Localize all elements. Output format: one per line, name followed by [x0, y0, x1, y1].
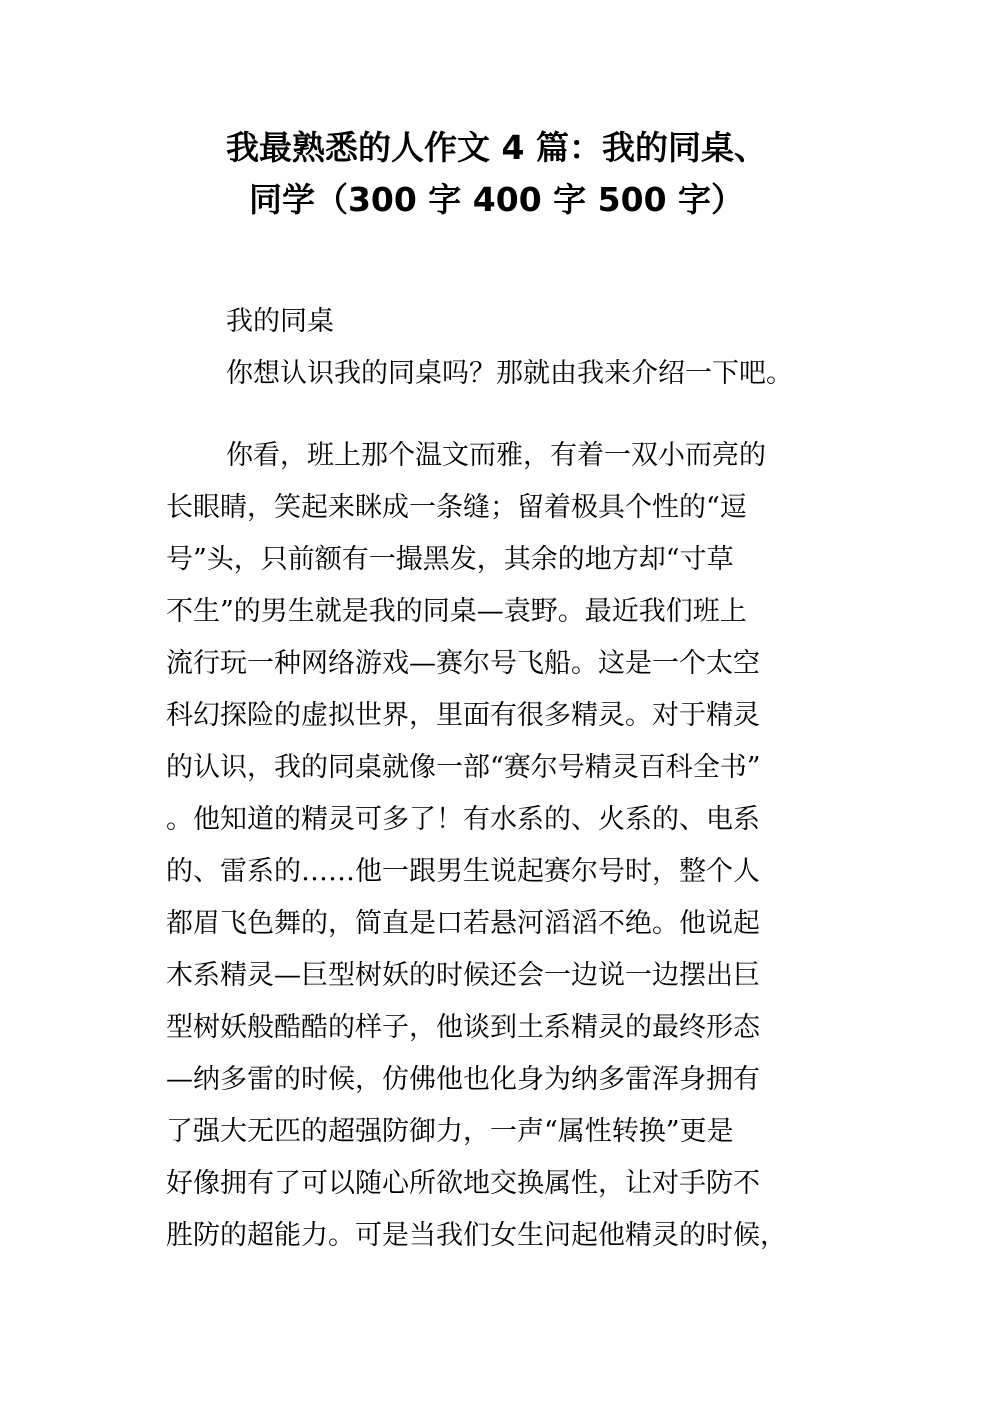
paragraph-line: 好像拥有了可以随心所欲地交换属性，让对手防不	[166, 1168, 760, 1199]
intro-paragraph: 你想认识我的同桌吗？那就由我来介绍一下吧。	[226, 358, 793, 389]
paragraph-line: 科幻探险的虚拟世界，里面有很多精灵。对于精灵	[166, 700, 760, 731]
paragraph-line: 的认识，我的同桌就像一部“赛尔号精灵百科全书”	[166, 752, 761, 783]
document-title	[120, 122, 873, 226]
title-line-1: 我最熟悉的人作文 4 篇：我的同桌、	[226, 128, 767, 167]
paragraph-line: 都眉飞色舞的，简直是口若悬河滔滔不绝。他说起	[166, 908, 760, 939]
paragraph-line: 型树妖般酷酷的样子，他谈到土系精灵的最终形态	[166, 1012, 760, 1043]
paragraph-line: 。他知道的精灵可多了！有水系的、火系的、电系	[166, 804, 760, 835]
document-body	[166, 296, 830, 1262]
paragraph-line: 木系精灵—巨型树妖的时候还会一边说一边摆出巨	[166, 960, 760, 991]
section-heading: 我的同桌	[226, 306, 334, 337]
paragraph-gap	[166, 400, 830, 430]
paragraph-line: 不生”的男生就是我的同桌—袁野。最近我们班上	[166, 596, 747, 627]
paragraph-line: 你看，班上那个温文而雅，有着一双小而亮的	[226, 440, 766, 471]
paragraph-line: 的、雷系的……他一跟男生说起赛尔号时，整个人	[166, 856, 760, 887]
title-line-2: 同学（300 字 400 字 500 字）	[248, 180, 745, 219]
paragraph-line: 胜防的超能力。可是当我们女生问起他精灵的时候，	[166, 1220, 787, 1251]
paragraph-line: 了强大无匹的超强防御力，一声“属性转换”更是	[166, 1116, 734, 1147]
paragraph-line: —纳多雷的时候，仿佛他也化身为纳多雷浑身拥有	[166, 1064, 760, 1095]
main-paragraph	[166, 430, 830, 1262]
paragraph-line: 号”头，只前额有一撮黑发，其余的地方却“寸草	[166, 544, 734, 575]
paragraph-line: 长眼睛，笑起来眯成一条缝；留着极具个性的“逗	[166, 492, 747, 523]
paragraph-line: 流行玩一种网络游戏—赛尔号飞船。这是一个太空	[166, 648, 760, 679]
